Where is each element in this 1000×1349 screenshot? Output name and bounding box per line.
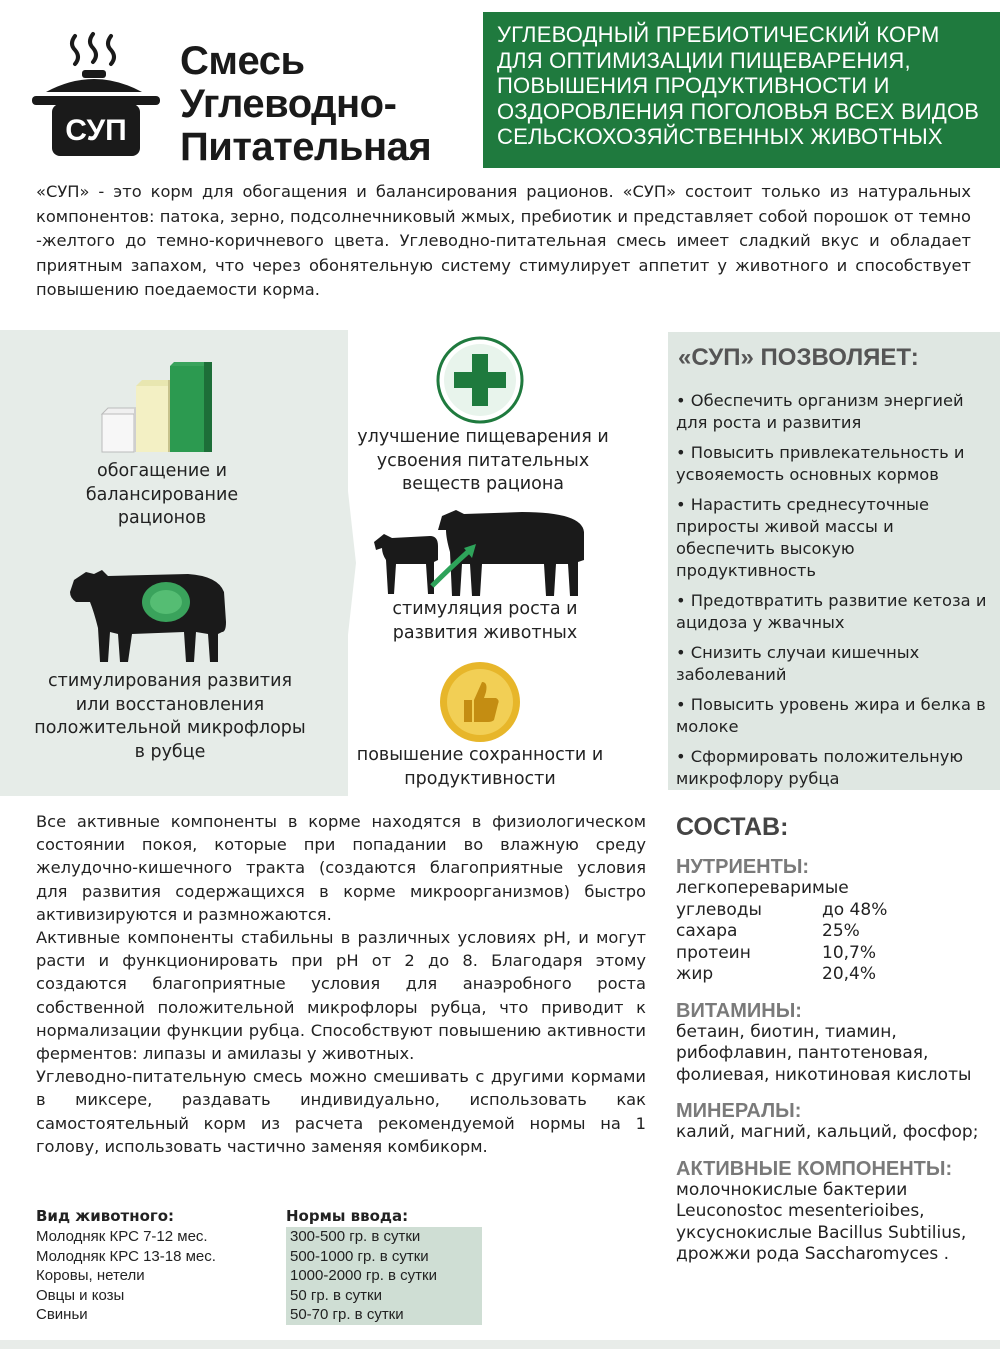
table-row: Овцы и козы 50 гр. в сутки bbox=[36, 1286, 486, 1306]
table-row: Молодняк КРС 7-12 мес. 300-500 гр. в сутки bbox=[36, 1227, 486, 1247]
vitamins-title: ВИТАМИНЫ: bbox=[676, 999, 802, 1022]
brand bbox=[30, 20, 480, 170]
bar-chart-icon bbox=[100, 362, 220, 454]
nutrients-note: легкопереваримые bbox=[676, 878, 849, 898]
intro-paragraph: «СУП» - это корм для обогащения и балансирования рационов. «СУП» состоит только из натуральных компонентов: патока, зерно, подсолнечниковый жмых, пребиотик и представляет собой порошок от темно -желтого до темно-коричневого цвета. Углеводно-питательная смесь имеет сладкий вкус и обладает приятным запахом, что через обонятельную систему стимулирует аппетит у животного и способствует повышению поедаемости корма. bbox=[36, 182, 971, 299]
benefit-growth-text: стимуляция роста и развития животных bbox=[392, 599, 578, 643]
list-item: • Повысить привлекательность и усвояемость основных кормов bbox=[676, 443, 965, 484]
allows-list bbox=[676, 390, 994, 798]
column-header-animal: Вид животного: bbox=[36, 1207, 175, 1225]
body-text bbox=[36, 810, 646, 1158]
list-item: • Нарастить среднесуточные приросты живой массы и обеспечить высокую продуктивность bbox=[676, 495, 929, 580]
benefit-enrich-text: обогащение и балансирование рационов bbox=[85, 461, 239, 528]
title-line: Углеводно- bbox=[180, 82, 397, 126]
nutrient-row: углеводы до 48% bbox=[676, 899, 888, 920]
header bbox=[0, 0, 1000, 172]
table-row: Свиньи 50-70 гр. в сутки bbox=[36, 1305, 486, 1325]
page-title bbox=[180, 40, 431, 169]
body-paragraph: Все активные компоненты в корме находятся в физиологическом состоянии покоя, которые при попадании во влажную среду желудочно-кишечного тракта (создаются благоприятные условия для развития содержащихся в корме микроорганизмов) быстро активизируются и размножаются. bbox=[36, 812, 646, 924]
nutrient-row: протеин 10,7% bbox=[676, 942, 877, 963]
title-line: Смесь bbox=[180, 39, 305, 83]
dosage-table bbox=[36, 1205, 486, 1325]
list-item: • Снизить случаи кишечных заболеваний bbox=[676, 643, 920, 684]
benefit-safety-text: повышение сохранности и продуктивности bbox=[356, 745, 604, 789]
table-header bbox=[36, 1205, 486, 1227]
tagline: УГЛЕВОДНЫЙ ПРЕБИОТИЧЕСКИЙ КОРМ ДЛЯ ОПТИМИЗАЦИИ ПИЩЕВАРЕНИЯ, ПОВЫШЕНИЯ ПРОДУКТИВНОСТИ И ОЗДОРОВЛЕНИЯ ПОГОЛОВЬЯ ВСЕХ ВИДОВ СЕЛЬСКОХОЗЯЙСТВЕННЫХ ЖИВОТНЫХ bbox=[483, 12, 1000, 168]
active-components-title: АКТИВНЫЕ КОМПОНЕНТЫ: bbox=[676, 1157, 953, 1180]
minerals-text: калий, магний, кальций, фосфор; bbox=[676, 1122, 979, 1142]
soup-pot-logo-icon bbox=[30, 30, 162, 160]
column-header-norm: Нормы ввода: bbox=[286, 1207, 409, 1225]
nutrient-row: жир 20,4% bbox=[676, 964, 877, 984]
list-item: • Сформировать положительную микрофлору рубца bbox=[676, 747, 964, 788]
title-line: Питательная bbox=[180, 125, 432, 169]
body-paragraph: Углеводно-питательную смесь можно смешивать с другими кормами в миксере, раздавать индивидуально, использовать как самостоятельный корм из расчета рекомендуемой нормы на 1 голову, использовать частично заменяя комбикорм. bbox=[36, 1067, 646, 1156]
benefit-digestion-text: улучшение пищеварения и усвоения питательных веществ рациона bbox=[357, 427, 609, 494]
benefit-microflora-text: стимулирования развития или восстановления положительной микрофлоры в рубце bbox=[34, 671, 306, 762]
table-row: Молодняк КРС 13-18 мес. 500-1000 гр. в сутки bbox=[36, 1247, 486, 1267]
composition bbox=[676, 805, 996, 1266]
body-paragraph: Активные компоненты стабильны в различных условиях pH, и могут расти и функционировать при pH от 2 до 8. Благодаря этому создаются благоприятные условия для анаэробного роста собственной положительной микрофлоры рубца, что приводит к нормализации функции рубца. Способствуют повышению активности ферментов: липазы и амилазы у животных. bbox=[36, 928, 646, 1064]
composition-title: СОСТАВ: bbox=[676, 813, 789, 841]
nutrients-title: НУТРИЕНТЫ: bbox=[676, 856, 810, 878]
nutrient-row: сахара 25% bbox=[676, 921, 860, 941]
vitamins-text: бетаин, биотин, тиамин, рибофлавин, пантотеновая, фолиевая, никотиновая кислоты bbox=[676, 1021, 972, 1085]
medical-cross-icon bbox=[436, 336, 524, 424]
logo-text: СУП bbox=[65, 114, 127, 147]
table-row: Коровы, нетели 1000-2000 гр. в сутки bbox=[36, 1266, 486, 1286]
minerals-title: МИНЕРАЛЫ: bbox=[676, 1100, 802, 1122]
calf-cow-growth-icon bbox=[372, 508, 592, 598]
list-item: • Обеспечить организм энергией для роста и развития bbox=[676, 391, 964, 432]
cow-rumen-icon bbox=[68, 562, 232, 666]
list-item: • Повысить уровень жира и белка в молоке bbox=[676, 695, 986, 736]
allows-title: «СУП» ПОЗВОЛЯЕТ: bbox=[678, 344, 919, 371]
list-item: • Предотвратить развитие кетоза и ацидоза у жвачных bbox=[676, 591, 987, 632]
bottom-divider bbox=[0, 1340, 1000, 1349]
active-components-text: молочнокислые бактерии Leuconostoc mesenterioibes, уксуснокислые Bacillus Subtilius, дрожжи рода Saccharomyces . bbox=[676, 1179, 967, 1264]
thumbs-up-icon bbox=[438, 660, 522, 744]
